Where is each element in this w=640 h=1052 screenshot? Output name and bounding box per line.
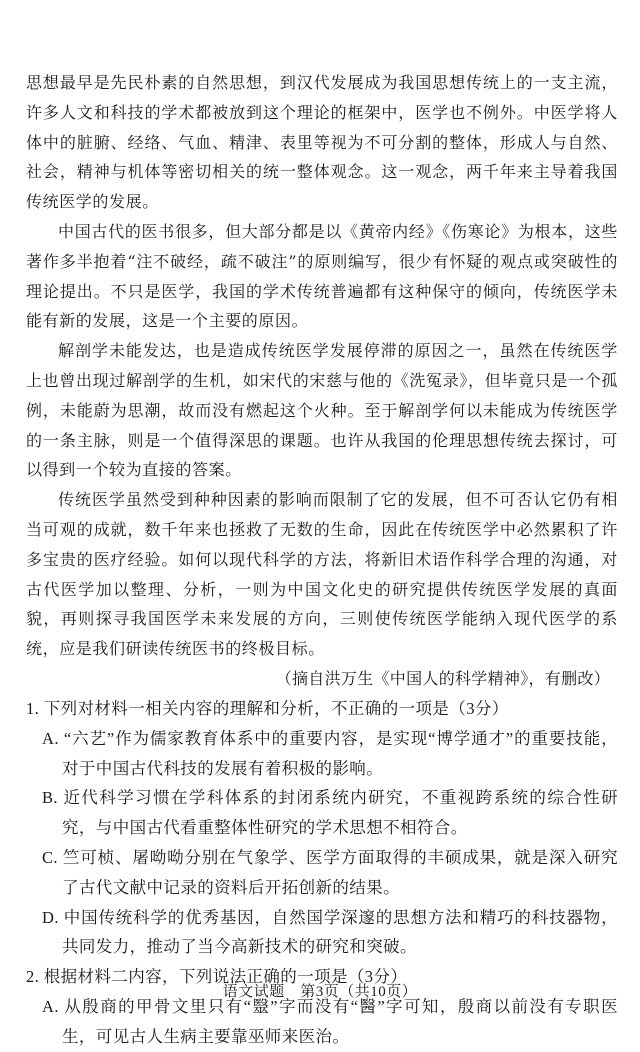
passage [26, 68, 618, 694]
passage-paragraph: 思想最早是先民朴素的自然思想，到汉代发展成为我国思想传统上的一支主流，许多人文和科技的学术都被放到这个理论的框架中，医学也不例外。中医学将人体中的脏腑、经络、气血、精津、表里等视为不可分割的整体，形成人与自然、社会，精神与机体等密切相关的统一整体观念。这一观念，两千年来主导着我国传统医学的发展。 [26, 73, 618, 212]
question-option: A. “六艺”作为儒家教育体系中的重要内容，是实现“博学通才”的重要技能，对于中国古代科技的发展有着积极的影响。 [42, 728, 618, 778]
passage-paragraph: 中国古代的医书很多，但大部分都是以《黄帝内经》《伤寒论》为根本，这些著作多半抱着“注不破经，疏不破注”的原则编写，很少有怀疑的观点或突破性的理论提出。不只是医学，我国的学术传统普遍都有这种保守的倾向，传统医学未能有新的发展，这是一个主要的原因。 [26, 221, 618, 331]
question-stem: 2. 根据材料二内容，下列说法正确的一项是（3分） [26, 967, 408, 987]
question-1 [26, 694, 618, 962]
passage-paragraph: 解剖学未能发达，也是造成传统医学发展停滞的原因之一，虽然在传统医学上也曾出现过解剖学的生机，如宋代的宋慈与他的《洗冤录》，但毕竟只是一个孤例，未能蔚为思潮，故而没有燃起这个火种。至于解剖学何以未能成为传统医学的一条主脉，则是一个值得深思的课题。也许从我国的伦理思想传统去探讨，可以得到一个较为直接的答案。 [26, 341, 618, 480]
page-footer: 语文试题 第3页（共10页） [222, 984, 418, 1000]
question-option: A. 从殷商的甲骨文里只有“毉”字而没有“醫”字可知，殷商以前没有专职医生，可见古人生病主要靠巫师来医治。 [42, 996, 618, 1046]
passage-source: （摘自洪万生《中国人的科学精神》，有删改） [275, 668, 610, 688]
page-content [26, 68, 618, 1052]
question-option: D. 中国传统科学的优秀基因，自然国学深邃的思想方法和精巧的科技器物，共同发力，推动了当今高新技术的研究和突破。 [42, 907, 618, 957]
question-2 [26, 962, 618, 1051]
question-stem: 1. 下列对材料一相关内容的理解和分析，不正确的一项是（3分） [26, 698, 509, 718]
question-option: C. 竺可桢、屠呦呦分别在气象学、医学方面取得的丰硕成果，就是深入研究了古代文献中记录的资料后开拓创新的结果。 [42, 847, 618, 897]
passage-paragraph: 传统医学虽然受到种种因素的影响而限制了它的发展，但不可否认它仍有相当可观的成就，数千年来也拯救了无数的生命，因此在传统医学中必然累积了许多宝贵的医疗经验。如何以现代科学的方法，将新旧术语作科学合理的沟通，对古代医学加以整理、分析，一则为中国文化史的研究提供传统医学发展的真面貌，再则探寻我国医学未来发展的方向，三则使传统医学能纳入现代医学的系统，应是我们研读传统医书的终极目标。 [26, 490, 618, 659]
question-option: B. 近代科学习惯在学科体系的封闭系统内研究，不重视跨系统的综合性研究，与中国古代看重整体性研究的学术思想不相符合。 [42, 788, 618, 838]
